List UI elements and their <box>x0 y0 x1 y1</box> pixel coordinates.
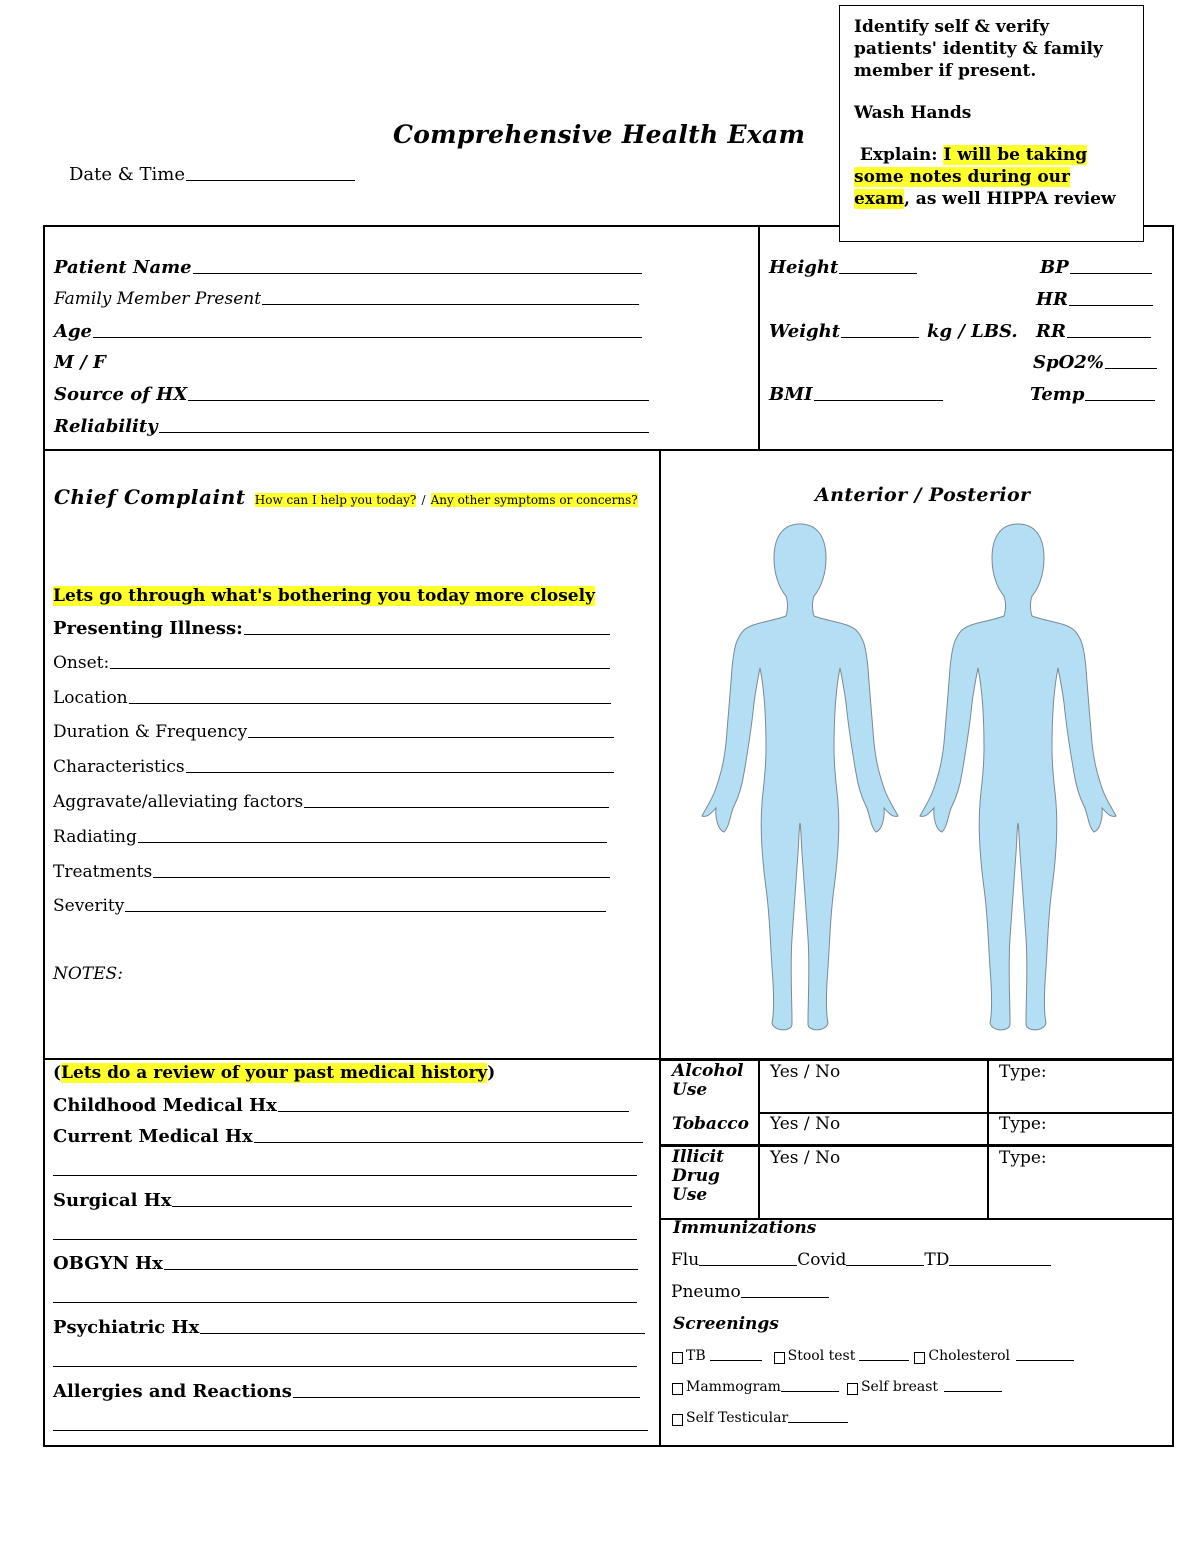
body-posterior[interactable] <box>920 524 1116 1030</box>
social-row-divider-2 <box>660 1144 1173 1147</box>
divider-header <box>44 449 1173 451</box>
height-field[interactable] <box>769 257 917 278</box>
history-intro-text: Lets do a review of your past medical history <box>61 1063 488 1083</box>
location-field[interactable] <box>53 688 611 708</box>
td-label: TD <box>924 1250 950 1270</box>
self-breast-label: Self breast <box>860 1379 939 1395</box>
allergies-line-2[interactable] <box>53 1430 648 1431</box>
date-time-label: Date & Time <box>69 164 185 185</box>
immunizations-row-1 <box>671 1250 1051 1270</box>
rr-label: RR <box>1036 321 1066 342</box>
presenting-illness-field[interactable] <box>53 618 610 639</box>
temp-label: Temp <box>1030 384 1085 405</box>
patient-name-label: Patient Name <box>54 257 192 278</box>
severity-field[interactable] <box>53 896 606 916</box>
screenings-label: Screenings <box>673 1314 779 1334</box>
height-label: Height <box>769 257 839 278</box>
stool-test-checkbox[interactable] <box>774 1352 785 1364</box>
psychiatric-hx-field[interactable] <box>53 1317 645 1338</box>
illicit-drug-yes-no[interactable]: Yes / No <box>770 1148 841 1168</box>
onset-label: Onset: <box>53 653 110 673</box>
onset-field[interactable] <box>53 653 610 673</box>
tb-checkbox[interactable] <box>672 1352 683 1364</box>
body-diagram-label: Anterior / Posterior <box>815 484 1031 506</box>
illicit-drug-label: Illicit Drug Use <box>672 1147 724 1205</box>
hr-label: HR <box>1036 289 1068 310</box>
divider-vitals <box>758 226 760 450</box>
notice-wash-hands: Wash Hands <box>854 103 972 123</box>
notice-explain <box>854 144 1129 210</box>
chief-complaint-header <box>54 485 638 509</box>
chief-prompt-other: Any other symptoms or concerns? <box>430 493 638 507</box>
age-field[interactable] <box>54 321 642 342</box>
patient-name-field[interactable] <box>54 257 642 278</box>
flu-field[interactable] <box>699 1265 797 1266</box>
social-col-divider-2 <box>987 1060 989 1219</box>
alcohol-use-label: Alcohol Use <box>672 1061 744 1100</box>
notice-explain-tail: , as well HIPPA review <box>903 189 1116 209</box>
bmi-field[interactable] <box>769 384 943 405</box>
obgyn-hx-field[interactable] <box>53 1253 638 1274</box>
mammogram-checkbox[interactable] <box>672 1383 683 1395</box>
weight-label: Weight <box>769 321 841 342</box>
mammogram-label: Mammogram <box>686 1379 781 1395</box>
notice-explain-highlight: I will be taking some notes during our exam <box>854 145 1088 209</box>
psychiatric-hx-label: Psychiatric Hx <box>53 1317 200 1338</box>
screenings-row-1 <box>672 1348 1074 1364</box>
notice-box <box>839 5 1144 242</box>
covid-label: Covid <box>797 1250 847 1270</box>
pneumo-field[interactable] <box>741 1297 829 1298</box>
alcohol-type[interactable]: Type: <box>999 1062 1047 1082</box>
self-testicular-label: Self Testicular <box>686 1410 789 1426</box>
family-member-label: Family Member Present <box>54 289 262 309</box>
childhood-hx-label: Childhood Medical Hx <box>53 1095 277 1116</box>
self-breast-field[interactable] <box>944 1391 1002 1392</box>
screenings-row-3 <box>672 1410 848 1426</box>
divider-history <box>44 1058 660 1060</box>
bp-field[interactable] <box>1040 257 1152 278</box>
radiating-field[interactable] <box>53 827 607 847</box>
spo2-field[interactable] <box>1033 352 1157 373</box>
body-diagram <box>690 518 1150 1048</box>
current-hx-field[interactable] <box>53 1126 643 1147</box>
duration-frequency-field[interactable] <box>53 722 614 742</box>
screenings-row-2 <box>672 1379 1002 1395</box>
history-open-paren: ( <box>53 1063 62 1083</box>
cholesterol-field[interactable] <box>1016 1360 1074 1361</box>
sex-label: M / F <box>54 352 106 373</box>
reliability-label: Reliability <box>54 416 158 437</box>
history-close-paren: ) <box>487 1063 496 1083</box>
covid-field[interactable] <box>846 1265 924 1266</box>
notice-identify: Identify self & verify patients' identity & family member if present. <box>854 17 1103 81</box>
hr-field[interactable] <box>1036 289 1153 310</box>
td-field[interactable] <box>949 1265 1051 1266</box>
stool-test-label: Stool test <box>787 1348 856 1364</box>
current-hx-line-2[interactable] <box>53 1175 637 1176</box>
tobacco-label: Tobacco <box>672 1114 749 1134</box>
immunizations-row-2 <box>671 1282 829 1302</box>
body-anterior[interactable] <box>702 524 898 1030</box>
pneumo-label: Pneumo <box>671 1282 741 1302</box>
notes-label: NOTES: <box>53 964 123 984</box>
weight-field[interactable] <box>769 321 919 342</box>
flu-label: Flu <box>671 1250 700 1270</box>
childhood-hx-field[interactable] <box>53 1095 629 1116</box>
reliability-field[interactable] <box>54 416 649 437</box>
obgyn-hx-line-2[interactable] <box>53 1302 637 1303</box>
temp-field[interactable] <box>1030 384 1155 405</box>
page-title: Comprehensive Health Exam <box>393 120 806 149</box>
surgical-hx-field[interactable] <box>53 1190 632 1211</box>
rr-field[interactable] <box>1036 321 1151 342</box>
surgical-hx-line-2[interactable] <box>53 1239 637 1240</box>
date-time-field[interactable] <box>69 164 355 185</box>
chief-complaint-label: Chief Complaint <box>54 485 246 509</box>
divider-main <box>659 450 661 1446</box>
radiating-label: Radiating <box>53 827 137 847</box>
history-intro <box>53 1063 495 1083</box>
spo2-label: SpO2% <box>1033 352 1104 373</box>
tb-label: TB <box>686 1348 706 1364</box>
stool-test-field[interactable] <box>859 1360 909 1361</box>
aggravate-alleviating-field[interactable] <box>53 792 609 812</box>
characteristics-field[interactable] <box>53 757 614 777</box>
alcohol-yes-no[interactable]: Yes / No <box>770 1062 841 1082</box>
social-col-divider-1 <box>758 1060 760 1219</box>
severity-label: Severity <box>53 896 125 916</box>
tb-field[interactable] <box>710 1360 762 1361</box>
duration-frequency-label: Duration & Frequency <box>53 722 248 742</box>
source-hx-field[interactable] <box>54 384 649 405</box>
illicit-drug-type[interactable]: Type: <box>999 1148 1047 1168</box>
tobacco-type[interactable]: Type: <box>999 1114 1047 1134</box>
presenting-illness-label: Presenting Illness: <box>53 618 243 639</box>
chief-prompt-sep: / <box>421 493 426 507</box>
notice-explain-label: Explain: <box>859 145 938 165</box>
location-label: Location <box>53 688 128 708</box>
family-member-field[interactable] <box>54 289 639 309</box>
allergies-field[interactable] <box>53 1381 640 1402</box>
immunizations-label: Immunizations <box>673 1218 817 1238</box>
bmi-label: BMI <box>769 384 813 405</box>
self-testicular-checkbox[interactable] <box>672 1414 683 1426</box>
psychiatric-hx-line-2[interactable] <box>53 1366 637 1367</box>
surgical-hx-label: Surgical Hx <box>53 1190 172 1211</box>
source-hx-label: Source of HX <box>54 384 188 405</box>
mammogram-field[interactable] <box>781 1391 839 1392</box>
age-label: Age <box>54 321 93 342</box>
tobacco-yes-no[interactable]: Yes / No <box>770 1114 841 1134</box>
chief-prompt-help: How can I help you today? <box>254 493 417 507</box>
treatments-field[interactable] <box>53 862 610 882</box>
current-hx-label: Current Medical Hx <box>53 1126 253 1147</box>
self-testicular-field[interactable] <box>788 1422 848 1423</box>
obgyn-hx-label: OBGYN Hx <box>53 1253 163 1274</box>
allergies-label: Allergies and Reactions <box>53 1381 292 1402</box>
bp-label: BP <box>1040 257 1069 278</box>
cholesterol-label: Cholesterol <box>928 1348 1010 1364</box>
go-through-prompt: Lets go through what's bothering you today more closely <box>53 586 595 606</box>
cholesterol-checkbox[interactable] <box>914 1352 925 1364</box>
weight-units: kg / LBS. <box>927 321 1018 342</box>
self-breast-checkbox[interactable] <box>847 1383 858 1395</box>
aggravate-alleviating-label: Aggravate/alleviating factors <box>53 792 304 812</box>
characteristics-label: Characteristics <box>53 757 185 777</box>
treatments-label: Treatments <box>53 862 153 882</box>
